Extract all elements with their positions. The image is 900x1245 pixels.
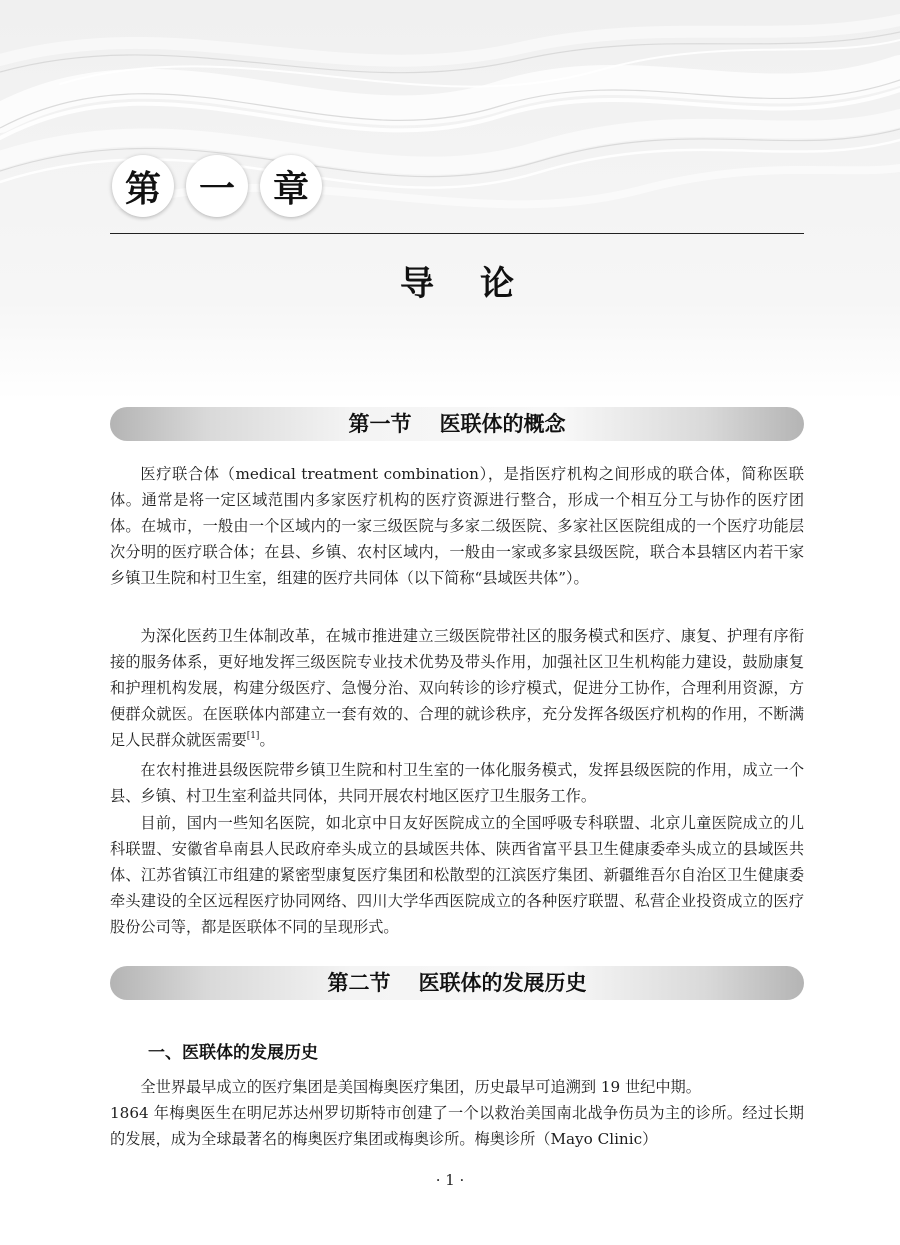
section-1-paragraph: 在农村推进县级医院带乡镇卫生院和村卫生室的一体化服务模式，发挥县级医院的作用，成立一个县、乡镇、村卫生室利益共同体，共同开展农村地区医疗卫生服务工作。 (110, 761, 804, 805)
chapter-label-char: 一 (186, 155, 248, 217)
chapter-label-char: 第 (112, 155, 174, 217)
section-2-heading (110, 966, 804, 1000)
chapter-divider (110, 233, 804, 234)
citation-marker: [1] (246, 730, 260, 741)
section-1-paragraph: 医疗联合体（medical treatment combination），是指医疗机构之间形成的联合体，简称医联体。通常是将一定区域范围内多家医疗机构的医疗资源进行整合，形成一个相互分工与协作的医疗团体。在城市，一般由一个区域内的一家三级医院与多家二级医院、多家社区医院组成的一个医疗功能层次分明的医疗联合体；在县、乡镇、农村区域内，一般由一家或多家县级医院，联合本县辖区内若干家乡镇卫生院和村卫生室，组建的医疗共同体（以下简称“县域医共体”）。 (110, 465, 804, 587)
paragraph-text: 为深化医药卫生体制改革，在城市推进建立三级医院带社区的服务模式和医疗、康复、护理有序衔接的服务体系，更好地发挥三级医院专业技术优势及带头作用，加强社区卫生机构能力建设，鼓励康复和护理机构发展，构建分级医疗、急慢分治、双向转诊的诊疗模式，促进分工协作，合理利用资源，方便群众就医。在医联体内部建立一套有效的、合理的就诊秩序，充分发挥各级医疗机构的作用，不断满足人民群众就医需要 (110, 627, 804, 749)
section-1-paragraph (110, 623, 804, 753)
section-1-heading (110, 407, 804, 441)
chapter-title: 导论 (400, 264, 560, 304)
section-1-paragraph: 目前，国内一些知名医院，如北京中日友好医院成立的全国呼吸专科联盟、北京儿童医院成立的儿科联盟、安徽省阜南县人民政府牵头成立的县域医共体、陕西省富平县卫生健康委牵头成立的县域医共体、江苏省镇江市组建的紧密型康复医疗集团和松散型的江滨医疗集团、新疆维吾尔自治区卫生健康委牵头建设的全区远程医疗协同网络、四川大学华西医院成立的各种医疗联盟、私营企业投资成立的医疗股份公司等，都是医联体不同的呈现形式。 (110, 814, 804, 936)
subsection-heading: 一、医联体的发展历史 (148, 1043, 318, 1063)
section-1-title: 医联体的概念 (439, 411, 566, 436)
chapter-label-char: 章 (260, 155, 322, 217)
chapter-label (112, 155, 334, 217)
section-2-paragraph-line: 1864 年梅奥医生在明尼苏达州罗切斯特市创建了一个以救治美国南北战争伤员为主的诊所。经过长期的发展，成为全球最著名的梅奥医疗集团或梅奥诊所。梅奥诊所（Mayo Clinic） (110, 1104, 804, 1148)
section-2-title: 医联体的发展历史 (418, 970, 587, 995)
section-1-number: 第一节 (348, 411, 412, 436)
page-number: · 1 · (435, 1171, 465, 1189)
paragraph-text-end: 。 (259, 731, 275, 749)
section-2-paragraph-line: 全世界最早成立的医疗集团是美国梅奥医疗集团，历史最早可追溯到 19 世纪中期。 (140, 1078, 701, 1096)
section-2-number: 第二节 (327, 970, 391, 995)
